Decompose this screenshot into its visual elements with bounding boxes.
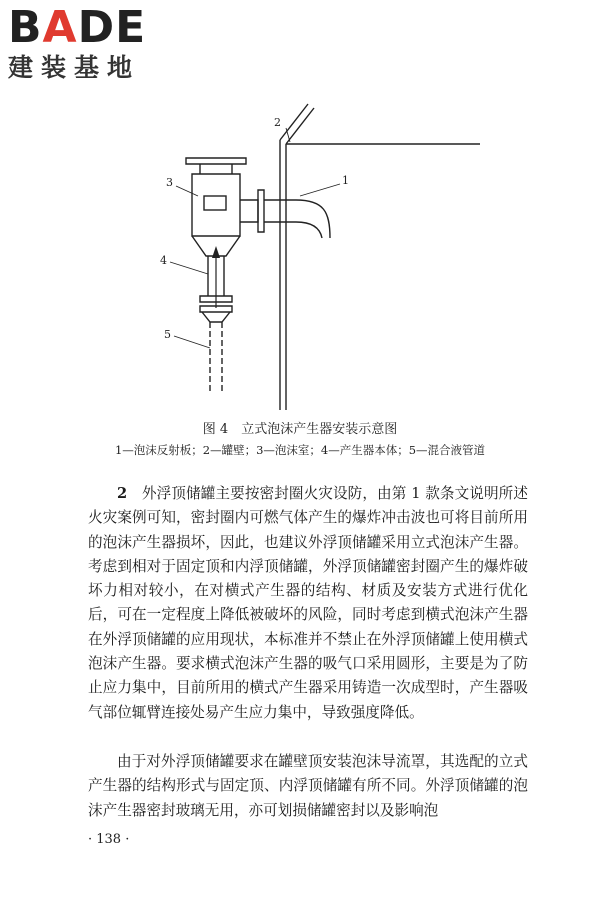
- leader-4: [170, 262, 208, 274]
- page-number: · 138 ·: [88, 832, 130, 847]
- reflector-plate: [296, 200, 330, 238]
- leader-1: [300, 184, 340, 196]
- flow-arrowhead: [212, 246, 220, 258]
- leader-3: [176, 186, 198, 196]
- figure-legend: 1—泡沫反射板；2—罐壁；3—泡沫室；4—产生器本体；5—混合液管道: [114, 443, 486, 457]
- diagram-svg: [140, 100, 480, 410]
- top-cap: [186, 158, 246, 164]
- outlet-flange: [258, 190, 264, 232]
- mixture-pipe: [210, 322, 222, 394]
- clause-number: 2: [117, 485, 128, 502]
- label-5: 5: [164, 328, 171, 341]
- logo-subtitle: 建装基地: [8, 53, 141, 82]
- paragraph-2-text: 外浮顶储罐主要按密封圈火灾设防，由第 1 款条文说明所述火灾案例可知，密封圈内可燃气体产生的爆炸冲击波也可将目前所用的泡沫产生器损坏，因此，也建议外浮顶储罐采用立式泡沫产生器。考虑到相对于固定顶和内浮顶储罐，外浮顶储罐密封圈产生的爆炸破坏力相对较小，在对横式产生器的结构、材质及安装方式进行优化后，可在一定程度上降低被破坏的风险，同时考虑到横式泡沫产生器在外浮顶储罐的应用现状，本标准并不禁止在外浮顶储罐上使用横式泡沫产生器。要求横式泡沫产生器的吸气口采用圆形，主要是为了防止应力集中，目前所用的横式产生器采用铸造一次成型时，产生器吸气部位辄臂连接处易产生应力集中，导致强度降低。: [88, 485, 528, 721]
- outlet-pipe: [240, 200, 258, 222]
- paragraph-continuation: 由于对外浮顶储罐要求在罐壁顶安装泡沫导流罩，其选配的立式产生器的结构形式与固定顶、内浮顶储罐有所不同。外浮顶储罐的泡沫产生器密封玻璃无用，亦可划损储罐密封以及影响泡: [88, 753, 528, 819]
- label-2: 2: [274, 116, 281, 129]
- cap-stem: [200, 164, 232, 174]
- label-1: 1: [342, 174, 349, 187]
- logo-wordmark: BADE: [8, 2, 147, 53]
- label-3: 3: [166, 176, 173, 189]
- paragraph-2: [88, 482, 528, 725]
- foam-chamber: [192, 174, 240, 236]
- leader-5: [174, 336, 210, 348]
- chamber-window: [204, 196, 226, 210]
- logo: [8, 4, 146, 84]
- foam-generator-diagram: [140, 100, 480, 410]
- label-4: 4: [160, 254, 167, 267]
- body-taper: [202, 312, 230, 322]
- figure-caption: 图 4 立式泡沫产生器安装示意图: [202, 422, 398, 437]
